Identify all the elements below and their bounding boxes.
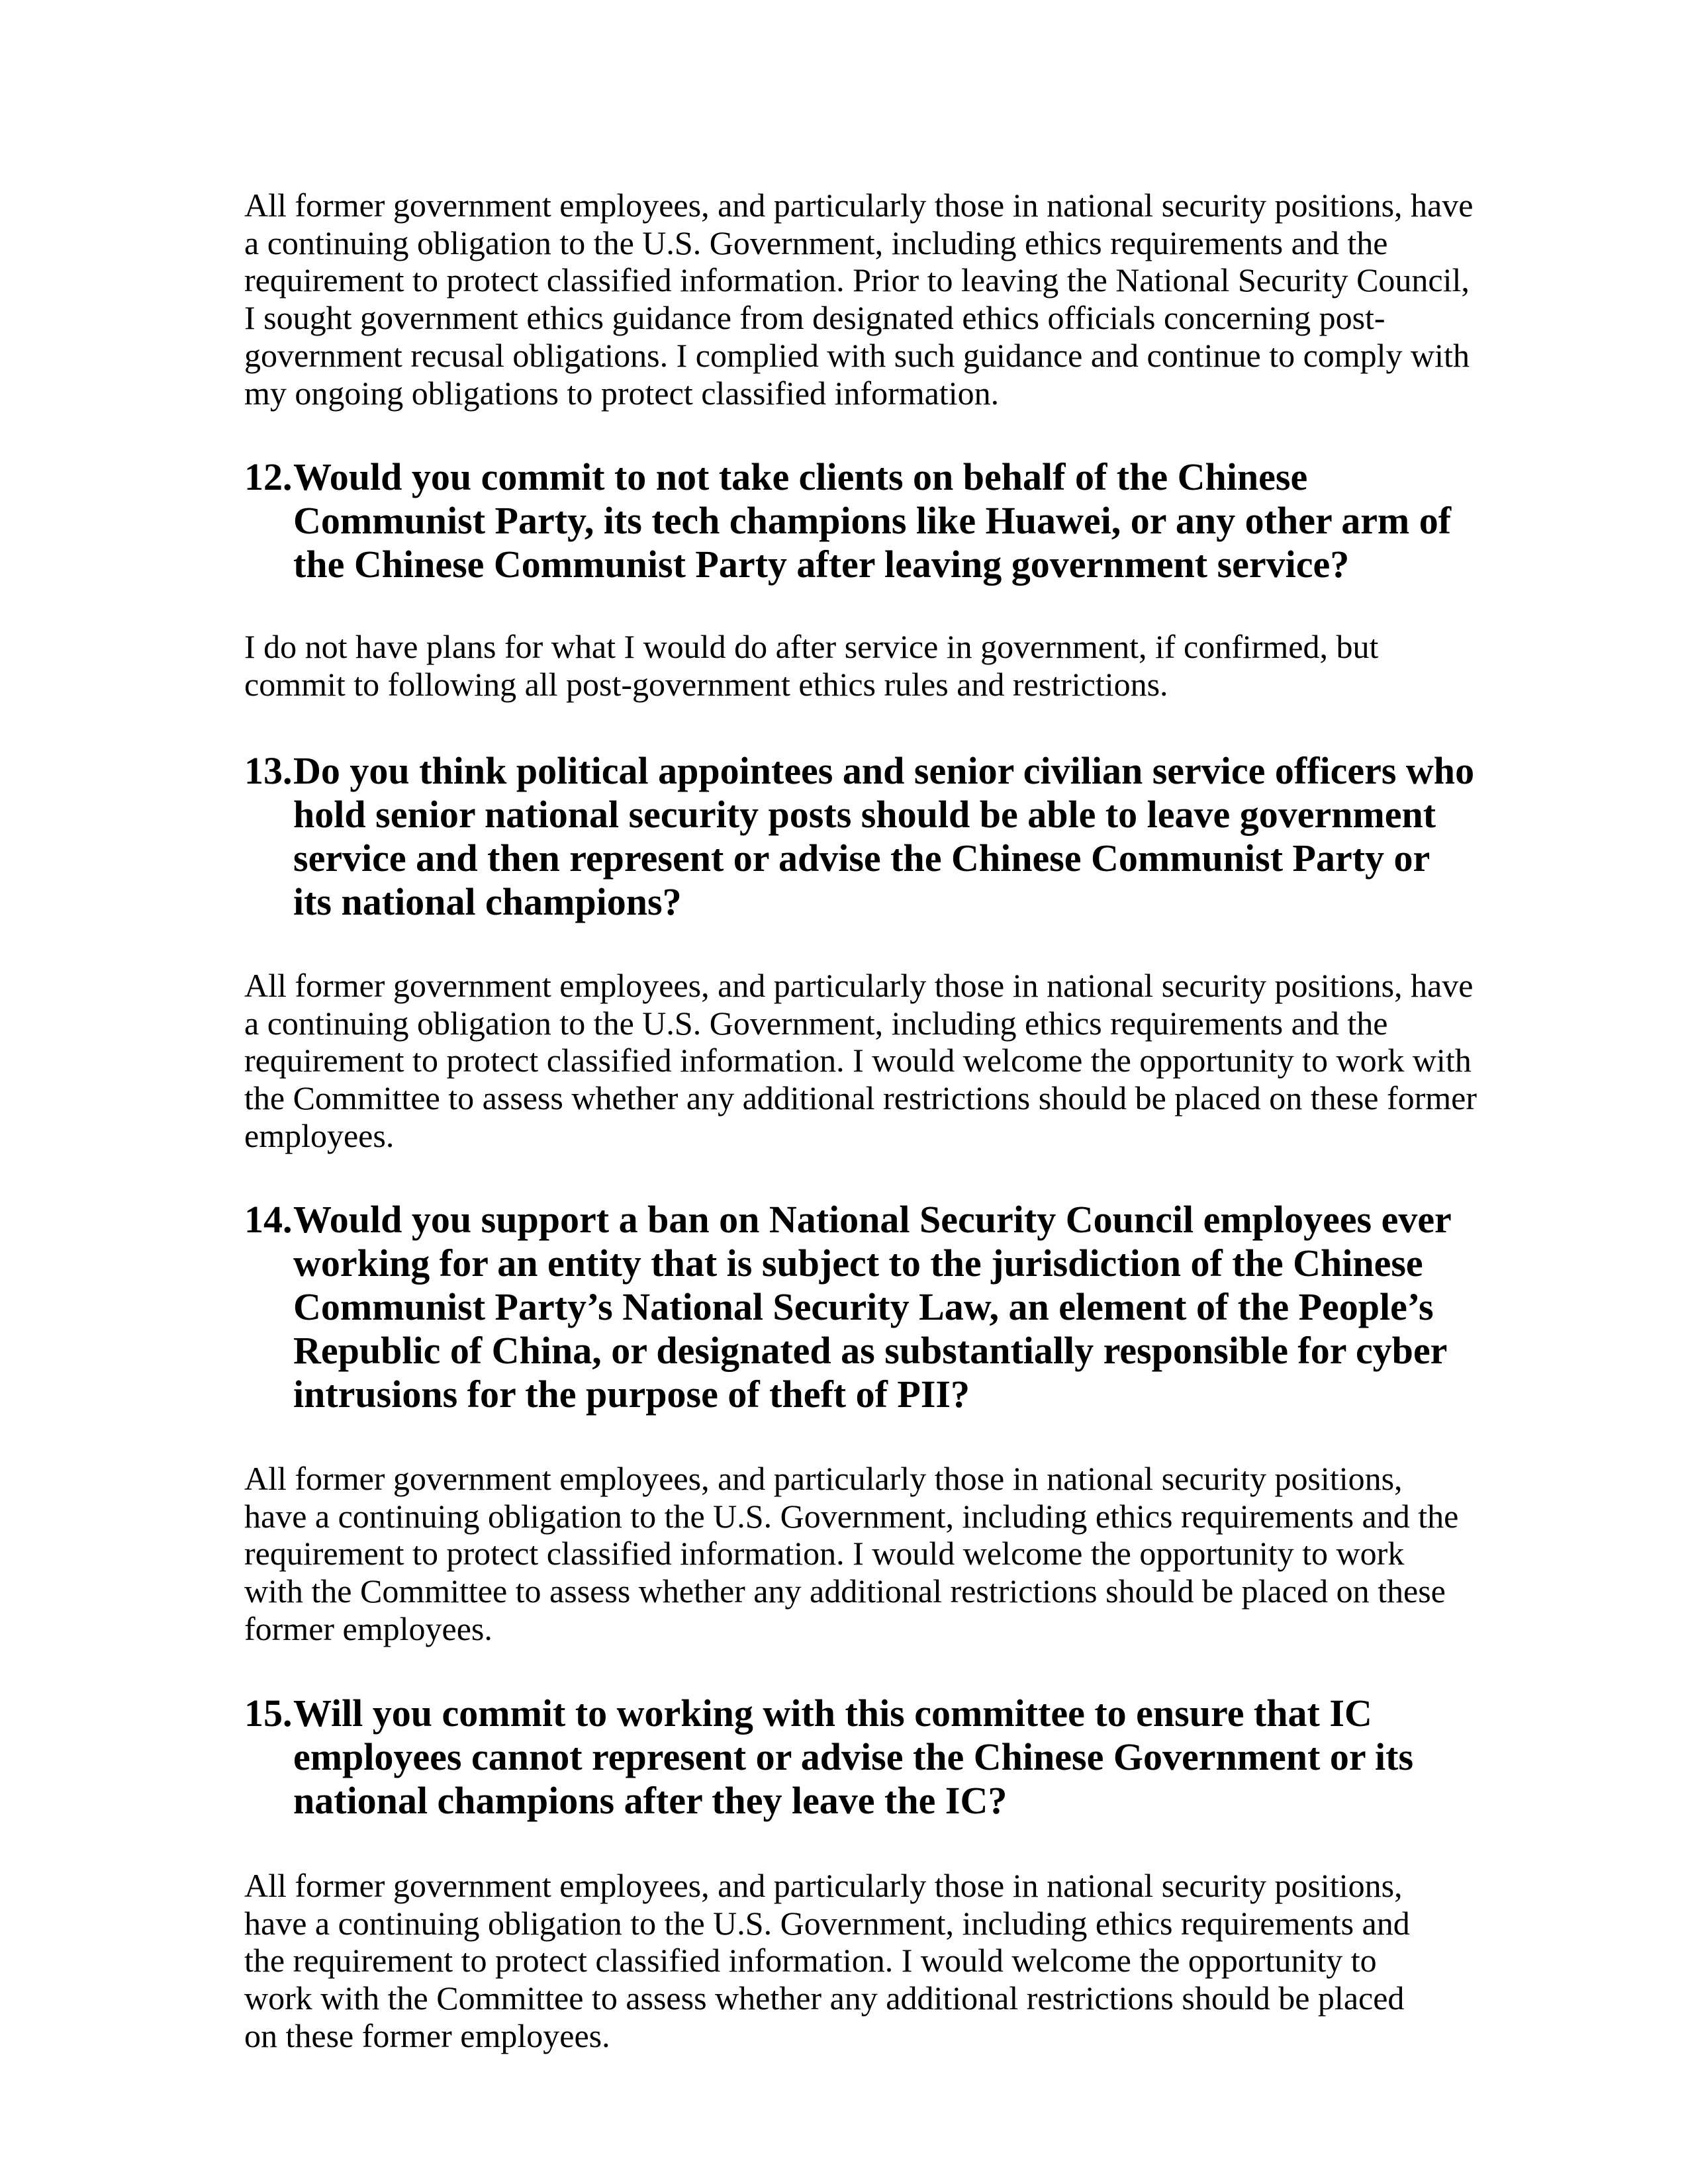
answer-paragraph [244,187,1473,412]
answer-line: employees. [244,1116,395,1154]
answer-line: requirement to protect classified information. I would welcome the opportunity to work [244,1535,1405,1572]
question-line: hold senior national security posts should be able to leave government [293,793,1436,836]
answer-line: All former government employees, and particularly those in national security positions, [244,1460,1403,1497]
question-number: 15. [244,1692,293,1735]
question-14 [244,1198,1452,1416]
question-line: Republic of China, or designated as substantially responsible for cyber [293,1329,1448,1372]
question-number: 14. [244,1198,293,1241]
question-number: 12. [244,455,293,498]
answer-line: the requirement to protect classified information. I would welcome the opportunity to [244,1942,1377,1979]
question-12 [244,455,1451,586]
answer-line: All former government employees, and particularly those in national security positions, have [244,967,1474,1004]
answer-line: on these former employees. [244,2017,610,2054]
answer-line: have a continuing obligation to the U.S. Government, including ethics requirements and the [244,1497,1459,1535]
question-15 [244,1692,1413,1823]
question-line: its national champions? [293,880,682,923]
answer-line: I do not have plans for what I would do after service in government, if confirmed, but [244,628,1379,665]
question-line: employees cannot represent or advise the Chinese Government or its [293,1735,1414,1778]
question-line: working for an entity that is subject to the jurisdiction of the Chinese [293,1242,1423,1285]
question-line: national champions after they leave the IC? [293,1779,1008,1822]
answer-line: a continuing obligation to the U.S. Government, including ethics requirements and the [244,224,1388,261]
question-line: Communist Party’s National Security Law, an element of the People’s [293,1285,1434,1328]
question-13 [244,749,1474,924]
answer-line: requirement to protect classified information. Prior to leaving the National Security Council, [244,261,1470,299]
question-text [293,749,1474,924]
question-text [293,1198,1452,1416]
answer-paragraph [244,1460,1458,1648]
answer-line: a continuing obligation to the U.S. Government, including ethics requirements and the [244,1004,1388,1042]
question-line: Would you commit to not take clients on behalf of the Chinese [293,455,1308,498]
question-line: Will you commit to working with this committee to ensure that IC [293,1692,1372,1735]
answer-line: government recusal obligations. I complied with such guidance and continue to comply with [244,336,1470,374]
question-line: the Chinese Communist Party after leaving government service? [293,543,1350,586]
answer-line: former employees. [244,1610,492,1647]
answer-paragraph [244,967,1477,1155]
answer-line: have a continuing obligation to the U.S. Government, including ethics requirements and [244,1904,1410,1942]
answer-line: the Committee to assess whether any additional restrictions should be placed on these former [244,1079,1477,1117]
answer-line: work with the Committee to assess whether any additional restrictions should be placed [244,1979,1405,2017]
answer-line: All former government employees, and particularly those in national security positions, have [244,187,1474,224]
question-line: Do you think political appointees and senior civilian service officers who [293,749,1475,792]
answer-paragraph [244,1867,1410,2055]
question-line: Would you support a ban on National Security Council employees ever [293,1198,1452,1241]
answer-line: commit to following all post-government ethics rules and restrictions. [244,665,1168,703]
answer-line: All former government employees, and particularly those in national security positions, [244,1867,1403,1904]
answer-line: my ongoing obligations to protect classified information. [244,374,1000,412]
question-line: Communist Party, its tech champions like Huawei, or any other arm of [293,499,1452,542]
question-number: 13. [244,749,293,792]
answer-paragraph [244,628,1378,703]
question-line: intrusions for the purpose of theft of PII? [293,1373,970,1416]
answer-line: I sought government ethics guidance from designated ethics officials concerning post- [244,299,1385,337]
answer-line: requirement to protect classified information. I would welcome the opportunity to work with [244,1042,1472,1079]
question-line: service and then represent or advise the Chinese Communist Party or [293,837,1430,880]
question-text [293,1692,1413,1823]
answer-line: with the Committee to assess whether any additional restrictions should be placed on these [244,1572,1446,1610]
question-text [293,455,1451,586]
